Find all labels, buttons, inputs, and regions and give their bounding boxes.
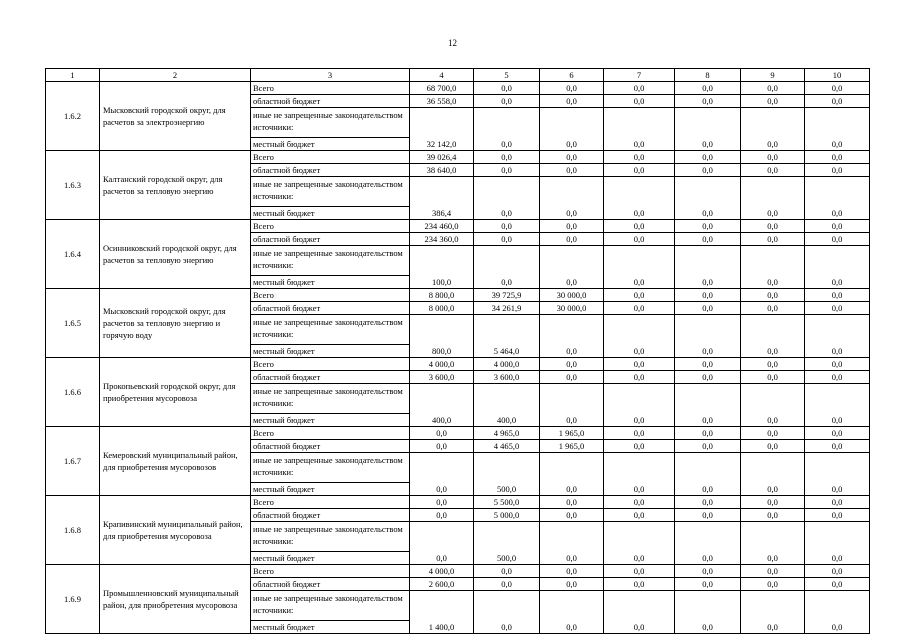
source-label: иные не запрещенные законодательством источники:: [251, 315, 410, 345]
value-cell: 30 000,0: [540, 302, 604, 315]
value-cell: [410, 246, 474, 276]
value-cell: 0,0: [604, 289, 675, 302]
value-cell: 234 460,0: [410, 220, 474, 233]
item-name: Крапивинский муниципальный район, для приобретения мусоровоза: [100, 496, 251, 565]
header-cell: 10: [805, 69, 870, 82]
table-row: [46, 151, 870, 164]
source-label: местный бюджет: [251, 621, 410, 634]
table-row: [46, 220, 870, 233]
value-cell: 0,0: [741, 151, 805, 164]
value-cell: [805, 108, 870, 138]
header-cell: 4: [410, 69, 474, 82]
source-label: местный бюджет: [251, 276, 410, 289]
value-cell: 0,0: [540, 358, 604, 371]
value-cell: [604, 246, 675, 276]
value-cell: 0,0: [474, 276, 540, 289]
value-cell: 0,0: [604, 496, 675, 509]
source-label: Всего: [251, 565, 410, 578]
value-cell: [805, 246, 870, 276]
header-cell: 7: [604, 69, 675, 82]
value-cell: 32 142,0: [410, 138, 474, 151]
source-label: иные не запрещенные законодательством источники:: [251, 522, 410, 552]
value-cell: [741, 522, 805, 552]
value-cell: 0,0: [540, 621, 604, 634]
value-cell: 500,0: [474, 552, 540, 565]
header-cell: 6: [540, 69, 604, 82]
value-cell: [741, 453, 805, 483]
value-cell: 4 965,0: [474, 427, 540, 440]
value-cell: 0,0: [604, 371, 675, 384]
source-label: областной бюджет: [251, 302, 410, 315]
item-code: 1.6.9: [46, 565, 100, 634]
value-cell: 2 600,0: [410, 578, 474, 591]
value-cell: 0,0: [741, 138, 805, 151]
value-cell: 0,0: [805, 483, 870, 496]
budget-table: [45, 68, 870, 634]
value-cell: 0,0: [540, 371, 604, 384]
value-cell: [410, 177, 474, 207]
source-label: областной бюджет: [251, 509, 410, 522]
value-cell: 0,0: [540, 496, 604, 509]
value-cell: [741, 177, 805, 207]
value-cell: 0,0: [474, 233, 540, 246]
value-cell: 0,0: [540, 220, 604, 233]
value-cell: 0,0: [604, 427, 675, 440]
item-code: 1.6.2: [46, 82, 100, 151]
value-cell: [805, 177, 870, 207]
item-code: 1.6.7: [46, 427, 100, 496]
value-cell: 0,0: [741, 414, 805, 427]
value-cell: 0,0: [741, 276, 805, 289]
value-cell: 0,0: [675, 138, 741, 151]
value-cell: 0,0: [805, 414, 870, 427]
value-cell: 0,0: [805, 138, 870, 151]
value-cell: 0,0: [540, 345, 604, 358]
header-cell: 2: [100, 69, 251, 82]
value-cell: [540, 453, 604, 483]
value-cell: 0,0: [741, 621, 805, 634]
value-cell: 0,0: [741, 345, 805, 358]
value-cell: 0,0: [604, 345, 675, 358]
value-cell: 3 600,0: [474, 371, 540, 384]
value-cell: 0,0: [675, 496, 741, 509]
value-cell: 0,0: [675, 578, 741, 591]
value-cell: 0,0: [805, 276, 870, 289]
value-cell: 0,0: [540, 138, 604, 151]
value-cell: [741, 108, 805, 138]
value-cell: 0,0: [604, 82, 675, 95]
source-label: иные не запрещенные законодательством источники:: [251, 591, 410, 621]
table-row: [46, 565, 870, 578]
value-cell: 0,0: [604, 164, 675, 177]
value-cell: 0,0: [604, 233, 675, 246]
value-cell: [540, 108, 604, 138]
value-cell: 1 965,0: [540, 427, 604, 440]
value-cell: 0,0: [410, 483, 474, 496]
value-cell: 0,0: [741, 496, 805, 509]
value-cell: 400,0: [474, 414, 540, 427]
header-cell: 5: [474, 69, 540, 82]
value-cell: [410, 384, 474, 414]
value-cell: 0,0: [805, 302, 870, 315]
source-label: местный бюджет: [251, 552, 410, 565]
value-cell: [604, 384, 675, 414]
value-cell: 0,0: [540, 483, 604, 496]
source-label: иные не запрещенные законодательством источники:: [251, 384, 410, 414]
value-cell: 0,0: [805, 440, 870, 453]
value-cell: [474, 453, 540, 483]
value-cell: [675, 453, 741, 483]
value-cell: 0,0: [675, 509, 741, 522]
value-cell: 0,0: [805, 509, 870, 522]
value-cell: 0,0: [675, 164, 741, 177]
value-cell: [474, 522, 540, 552]
table-body: [46, 69, 870, 634]
value-cell: 5 500,0: [474, 496, 540, 509]
value-cell: [604, 591, 675, 621]
value-cell: [540, 384, 604, 414]
value-cell: [741, 246, 805, 276]
value-cell: [741, 591, 805, 621]
value-cell: 0,0: [675, 427, 741, 440]
source-label: иные не запрещенные законодательством источники:: [251, 108, 410, 138]
value-cell: [805, 591, 870, 621]
value-cell: 0,0: [675, 371, 741, 384]
value-cell: 0,0: [741, 483, 805, 496]
value-cell: 0,0: [540, 151, 604, 164]
source-label: областной бюджет: [251, 440, 410, 453]
source-label: местный бюджет: [251, 207, 410, 220]
value-cell: 0,0: [604, 138, 675, 151]
value-cell: 0,0: [741, 565, 805, 578]
value-cell: 0,0: [675, 358, 741, 371]
value-cell: [410, 522, 474, 552]
source-label: иные не запрещенные законодательством источники:: [251, 453, 410, 483]
item-name: Кемеровский муниципальный район, для приобретения мусоровозов: [100, 427, 251, 496]
value-cell: [604, 108, 675, 138]
value-cell: 0,0: [540, 276, 604, 289]
value-cell: 34 261,9: [474, 302, 540, 315]
value-cell: 0,0: [474, 82, 540, 95]
header-row: [46, 69, 870, 82]
value-cell: 4 000,0: [410, 565, 474, 578]
value-cell: 0,0: [540, 233, 604, 246]
value-cell: 0,0: [604, 220, 675, 233]
value-cell: [805, 384, 870, 414]
value-cell: 5 000,0: [474, 509, 540, 522]
value-cell: 0,0: [540, 95, 604, 108]
value-cell: [540, 522, 604, 552]
value-cell: [604, 453, 675, 483]
value-cell: 0,0: [805, 552, 870, 565]
page-number: 12: [448, 38, 457, 48]
value-cell: 0,0: [474, 138, 540, 151]
source-label: Всего: [251, 427, 410, 440]
value-cell: 0,0: [741, 578, 805, 591]
item-name: Калтанский городской округ, для расчетов за тепловую энергию: [100, 151, 251, 220]
value-cell: [474, 177, 540, 207]
value-cell: 0,0: [410, 509, 474, 522]
value-cell: 0,0: [474, 565, 540, 578]
item-name: Мысковский городской округ, для расчетов за электроэнергию: [100, 82, 251, 151]
source-label: областной бюджет: [251, 95, 410, 108]
table-row: [46, 496, 870, 509]
value-cell: 0,0: [741, 440, 805, 453]
value-cell: 0,0: [604, 414, 675, 427]
item-name: Осинниковский городской округ, для расчетов за тепловую энергию: [100, 220, 251, 289]
item-code: 1.6.8: [46, 496, 100, 565]
source-label: Всего: [251, 151, 410, 164]
value-cell: [675, 108, 741, 138]
value-cell: 39 725,9: [474, 289, 540, 302]
header-cell: 8: [675, 69, 741, 82]
value-cell: [410, 453, 474, 483]
value-cell: [805, 315, 870, 345]
value-cell: 0,0: [604, 302, 675, 315]
value-cell: 0,0: [675, 207, 741, 220]
value-cell: 0,0: [604, 483, 675, 496]
value-cell: 0,0: [410, 440, 474, 453]
value-cell: 0,0: [604, 565, 675, 578]
value-cell: 0,0: [474, 151, 540, 164]
value-cell: 0,0: [741, 95, 805, 108]
value-cell: 4 000,0: [474, 358, 540, 371]
value-cell: 0,0: [805, 289, 870, 302]
source-label: иные не запрещенные законодательством источники:: [251, 177, 410, 207]
value-cell: [604, 315, 675, 345]
value-cell: 0,0: [741, 371, 805, 384]
value-cell: 0,0: [741, 427, 805, 440]
value-cell: 0,0: [675, 233, 741, 246]
value-cell: [410, 108, 474, 138]
value-cell: 0,0: [805, 220, 870, 233]
source-label: местный бюджет: [251, 138, 410, 151]
value-cell: 0,0: [474, 207, 540, 220]
value-cell: 0,0: [741, 164, 805, 177]
value-cell: 0,0: [805, 233, 870, 246]
source-label: Всего: [251, 289, 410, 302]
value-cell: 0,0: [805, 207, 870, 220]
value-cell: 5 464,0: [474, 345, 540, 358]
value-cell: 0,0: [805, 496, 870, 509]
value-cell: [474, 591, 540, 621]
value-cell: [540, 315, 604, 345]
value-cell: 0,0: [675, 289, 741, 302]
value-cell: 386,4: [410, 207, 474, 220]
value-cell: 234 360,0: [410, 233, 474, 246]
value-cell: 0,0: [675, 345, 741, 358]
value-cell: 4 000,0: [410, 358, 474, 371]
value-cell: 0,0: [604, 440, 675, 453]
source-label: местный бюджет: [251, 345, 410, 358]
table-row: [46, 358, 870, 371]
item-code: 1.6.5: [46, 289, 100, 358]
value-cell: 0,0: [540, 207, 604, 220]
source-label: Всего: [251, 82, 410, 95]
value-cell: 0,0: [410, 552, 474, 565]
source-label: областной бюджет: [251, 164, 410, 177]
value-cell: 0,0: [805, 95, 870, 108]
value-cell: 0,0: [540, 565, 604, 578]
value-cell: [805, 453, 870, 483]
table-row: [46, 82, 870, 95]
value-cell: [675, 177, 741, 207]
value-cell: 0,0: [805, 358, 870, 371]
value-cell: 0,0: [805, 151, 870, 164]
value-cell: 39 026,4: [410, 151, 474, 164]
value-cell: 0,0: [675, 151, 741, 164]
value-cell: 0,0: [540, 414, 604, 427]
value-cell: [675, 384, 741, 414]
value-cell: 3 600,0: [410, 371, 474, 384]
header-cell: 1: [46, 69, 100, 82]
value-cell: [604, 177, 675, 207]
value-cell: 0,0: [741, 302, 805, 315]
value-cell: [474, 315, 540, 345]
value-cell: 0,0: [805, 578, 870, 591]
source-label: иные не запрещенные законодательством источники:: [251, 246, 410, 276]
value-cell: 0,0: [604, 578, 675, 591]
value-cell: 0,0: [474, 578, 540, 591]
value-cell: 0,0: [410, 496, 474, 509]
value-cell: 38 640,0: [410, 164, 474, 177]
value-cell: 0,0: [675, 220, 741, 233]
source-label: областной бюджет: [251, 233, 410, 246]
value-cell: [675, 591, 741, 621]
value-cell: 0,0: [604, 276, 675, 289]
value-cell: 0,0: [540, 578, 604, 591]
value-cell: 0,0: [805, 427, 870, 440]
value-cell: 0,0: [805, 164, 870, 177]
value-cell: 0,0: [805, 621, 870, 634]
header-cell: 9: [741, 69, 805, 82]
value-cell: [675, 246, 741, 276]
value-cell: 0,0: [410, 427, 474, 440]
value-cell: 0,0: [675, 95, 741, 108]
value-cell: [675, 315, 741, 345]
value-cell: 0,0: [741, 552, 805, 565]
value-cell: 0,0: [675, 565, 741, 578]
source-label: местный бюджет: [251, 483, 410, 496]
value-cell: 0,0: [675, 552, 741, 565]
value-cell: [675, 522, 741, 552]
value-cell: 0,0: [675, 82, 741, 95]
value-cell: [410, 591, 474, 621]
value-cell: 500,0: [474, 483, 540, 496]
value-cell: 0,0: [474, 164, 540, 177]
value-cell: 0,0: [604, 207, 675, 220]
value-cell: [741, 384, 805, 414]
value-cell: 0,0: [604, 358, 675, 371]
source-label: местный бюджет: [251, 414, 410, 427]
value-cell: [805, 522, 870, 552]
item-code: 1.6.6: [46, 358, 100, 427]
value-cell: 0,0: [474, 220, 540, 233]
value-cell: 0,0: [805, 82, 870, 95]
value-cell: [474, 246, 540, 276]
value-cell: 0,0: [474, 95, 540, 108]
value-cell: 0,0: [540, 164, 604, 177]
value-cell: 0,0: [805, 371, 870, 384]
value-cell: 1 965,0: [540, 440, 604, 453]
value-cell: [540, 591, 604, 621]
value-cell: 0,0: [741, 220, 805, 233]
value-cell: 0,0: [474, 621, 540, 634]
value-cell: [540, 246, 604, 276]
value-cell: 36 558,0: [410, 95, 474, 108]
value-cell: 0,0: [741, 509, 805, 522]
value-cell: 8 000,0: [410, 302, 474, 315]
value-cell: 30 000,0: [540, 289, 604, 302]
item-name: Промышленновский муниципальный район, для приобретения мусоровоза: [100, 565, 251, 634]
value-cell: [474, 108, 540, 138]
value-cell: 0,0: [604, 552, 675, 565]
source-label: Всего: [251, 220, 410, 233]
value-cell: [540, 177, 604, 207]
value-cell: 800,0: [410, 345, 474, 358]
value-cell: 0,0: [604, 509, 675, 522]
value-cell: [410, 315, 474, 345]
item-name: Мысковский городской округ, для расчетов за тепловую энергию и горячую воду: [100, 289, 251, 358]
source-label: Всего: [251, 358, 410, 371]
value-cell: 0,0: [604, 95, 675, 108]
value-cell: 100,0: [410, 276, 474, 289]
value-cell: 0,0: [741, 358, 805, 371]
value-cell: [741, 315, 805, 345]
value-cell: 8 800,0: [410, 289, 474, 302]
value-cell: 0,0: [741, 289, 805, 302]
value-cell: 4 465,0: [474, 440, 540, 453]
value-cell: 0,0: [540, 509, 604, 522]
value-cell: 0,0: [540, 82, 604, 95]
source-label: областной бюджет: [251, 371, 410, 384]
value-cell: 0,0: [805, 345, 870, 358]
value-cell: 0,0: [675, 302, 741, 315]
item-code: 1.6.3: [46, 151, 100, 220]
value-cell: 0,0: [741, 82, 805, 95]
value-cell: 0,0: [675, 414, 741, 427]
value-cell: 0,0: [741, 233, 805, 246]
table-row: [46, 427, 870, 440]
value-cell: 0,0: [675, 483, 741, 496]
value-cell: 0,0: [741, 207, 805, 220]
value-cell: 400,0: [410, 414, 474, 427]
value-cell: 68 700,0: [410, 82, 474, 95]
value-cell: 0,0: [675, 276, 741, 289]
table-row: [46, 289, 870, 302]
header-cell: 3: [251, 69, 410, 82]
value-cell: [604, 522, 675, 552]
value-cell: 0,0: [805, 565, 870, 578]
item-code: 1.6.4: [46, 220, 100, 289]
item-name: Прокопьевский городской округ, для приобретения мусоровоза: [100, 358, 251, 427]
value-cell: 0,0: [604, 151, 675, 164]
source-label: областной бюджет: [251, 578, 410, 591]
value-cell: [474, 384, 540, 414]
value-cell: 0,0: [675, 440, 741, 453]
value-cell: 0,0: [675, 621, 741, 634]
value-cell: 0,0: [604, 621, 675, 634]
value-cell: 1 400,0: [410, 621, 474, 634]
source-label: Всего: [251, 496, 410, 509]
value-cell: 0,0: [540, 552, 604, 565]
